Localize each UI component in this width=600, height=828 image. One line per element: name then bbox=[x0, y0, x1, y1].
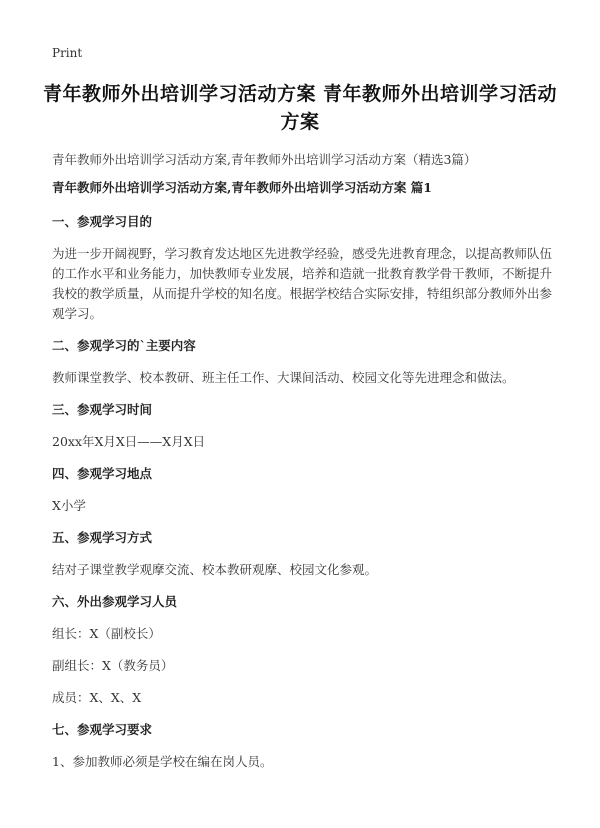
section-text-time: 20xx年X月X日——X月X日 bbox=[52, 434, 206, 449]
section-heading-method: 五、参观学习方式 bbox=[52, 530, 153, 545]
section-heading-location: 四、参观学习地点 bbox=[52, 466, 153, 481]
section-heading-time: 三、参观学习时间 bbox=[52, 402, 153, 417]
page-title: 青年教师外出培训学习活动方案 青年教师外出培训学习活动方案 bbox=[42, 83, 558, 133]
document-subtitle: 青年教师外出培训学习活动方案,青年教师外出培训学习活动方案（精选3篇） bbox=[52, 152, 477, 167]
section-text-method: 结对子课堂教学观摩交流、校本教研观摩、校园文化参观。 bbox=[52, 562, 378, 577]
section-heading-goal: 一、参观学习目的 bbox=[52, 214, 153, 229]
article-title: 青年教师外出培训学习活动方案,青年教师外出培训学习活动方案 篇1 bbox=[52, 180, 432, 195]
section-heading-content: 二、参观学习的`主要内容 bbox=[52, 338, 196, 353]
print-link[interactable]: Print bbox=[52, 46, 83, 60]
section-text-content: 教师课堂教学、校本教研、班主任工作、大课间活动、校园文化等先进理念和做法。 bbox=[52, 370, 515, 385]
personnel-deputy-leader: 副组长：X（教务员） bbox=[52, 658, 174, 673]
section-heading-requirements: 七、参观学习要求 bbox=[52, 722, 153, 737]
personnel-members: 成员：X、X、X bbox=[52, 690, 142, 705]
personnel-leader: 组长：X（副校长） bbox=[52, 626, 161, 641]
section-heading-personnel: 六、外出参观学习人员 bbox=[52, 594, 178, 609]
section-text-goal: 为进一步开阔视野，学习教育发达地区先进教学经验，感受先进教育理念，以提高教师队伍的工作水平和业务能力，加快教师专业发展，培养和造就一批教育教学骨干教师，不断提升我校的教学质量，从而提升学校的知名度。根据学校结合实际安排，特组织部分教师外出参观学习。 bbox=[52, 246, 553, 321]
requirement-item-1: 1、参加教师必须是学校在编在岗人员。 bbox=[52, 754, 273, 769]
document-body bbox=[52, 178, 552, 784]
section-text-location: X小学 bbox=[52, 498, 86, 513]
